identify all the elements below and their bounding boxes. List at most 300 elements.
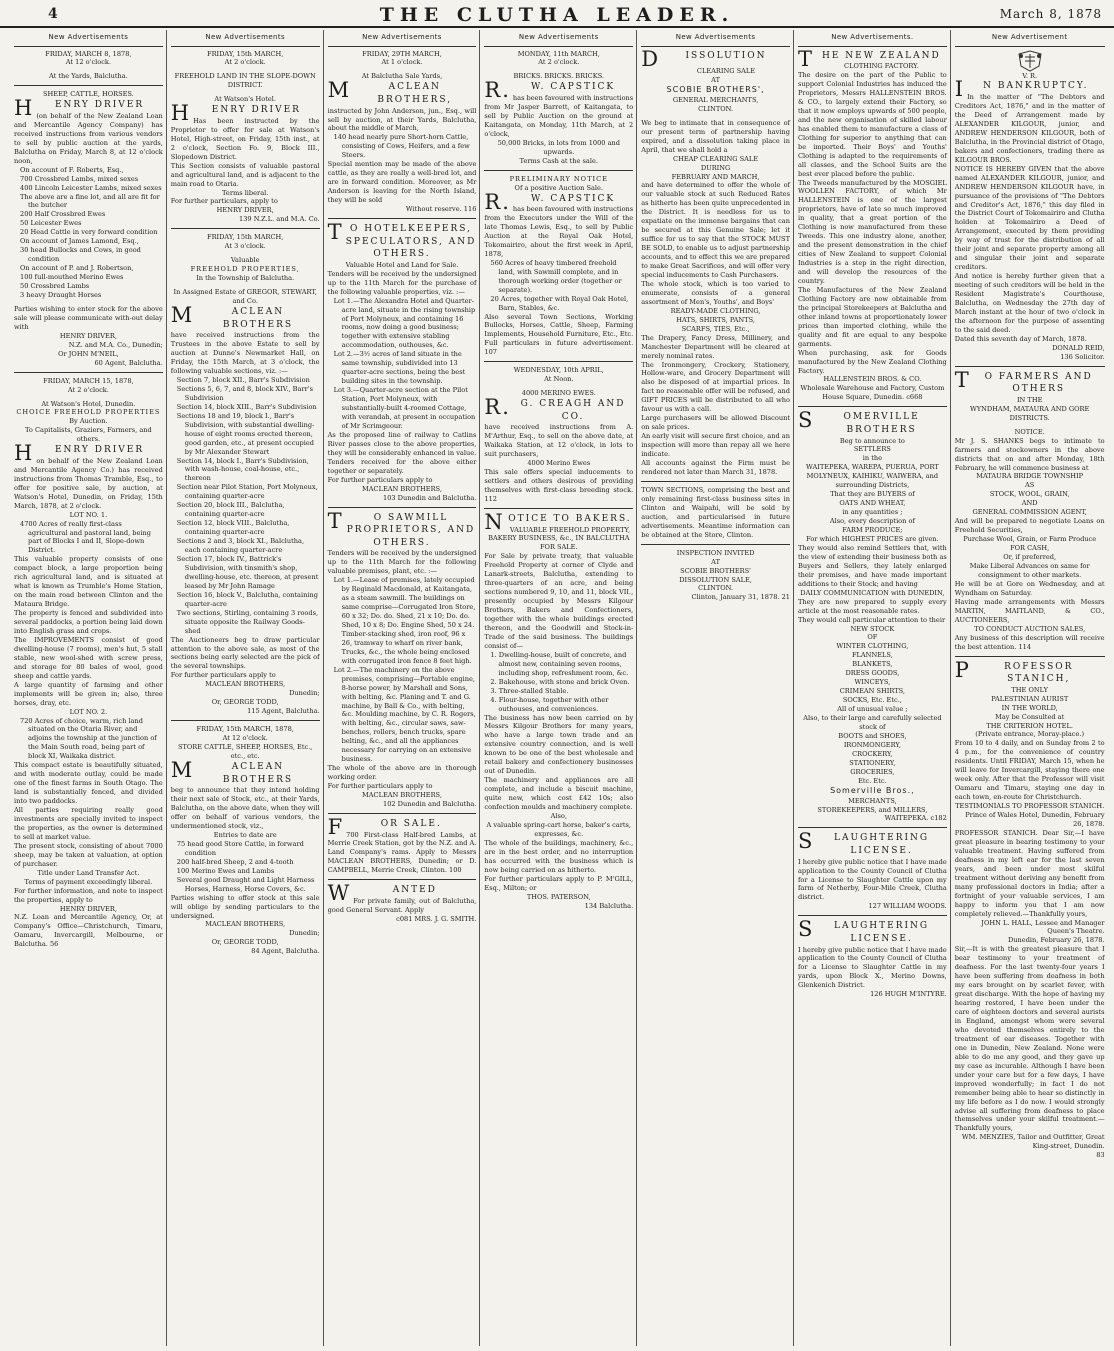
- ad-heading: FOR SALE.: [327, 814, 442, 839]
- ad-text: have received instructions from A. M'Arthur, Esq., to sell on the above date, at Waikaka Station, at 12 o'clock, in lots to suit purchasers,: [484, 423, 634, 459]
- newspaper-title: THE CLUTHA LEADER.: [379, 4, 735, 26]
- ad-text: FRIDAY, 29TH MARCH,: [362, 49, 442, 58]
- ad-text: 2. Bakehouse, with stone and brick Oven.: [490, 677, 630, 686]
- ad-text: NOTICE.: [1014, 427, 1045, 436]
- ad-text: For further particulars apply to: [170, 671, 276, 680]
- ad-text: VALUABLE FREEHOLD PROPERTY, BAKERY BUSINESS, &c., IN BALCLUTHA FOR SALE.: [488, 525, 631, 552]
- ad-text: Large purchasers will be allowed Discount on sale prices.: [641, 414, 790, 432]
- ad-text: WM. MENZIES, Tailor and Outfitter, Great King-street, Dunedin.: [961, 1133, 1105, 1151]
- ad-text: Section 12, block VIII., Balclutha, containing quarter-acre: [176, 519, 290, 537]
- divider: [484, 508, 633, 509]
- ad-text: 60 Agent, Balclutha.: [94, 358, 163, 367]
- ad-text: Section 16, block V., Balclutha, containing quarter-acre: [176, 590, 318, 608]
- ad-text: Special mention may be made of the above cattle, as they are really a well-bred lot, and are in forward condition. Moreover, as Mr Anderson is leaving for the North Island, they will be sold: [327, 160, 477, 205]
- ad-text: HENRY DRIVER,: [59, 331, 117, 340]
- ad-text: INSPECTION INVITED: [676, 548, 755, 557]
- ad-text: SCOBIE BROTHERS': [680, 566, 751, 575]
- divider: [641, 544, 790, 545]
- ad-text: FRIDAY, 15th MARCH,: [207, 49, 284, 58]
- ad-text: Prince of Wales Hotel, Dunedin, February 26, 1878.: [965, 811, 1105, 829]
- masthead: [0, 0, 1114, 28]
- divider: [14, 372, 163, 373]
- ad-text: Beg to announce to: [839, 436, 905, 445]
- ad-text: At Balclutha Sale Yards,: [361, 72, 443, 81]
- ad-text: Lot 3.—Quarter-acre section at the Pilot Station, Port Molyneux, with substantially-built 4-roomed Cottage, with verandah, at present in occupation of Mr Scrimgeour.: [333, 386, 476, 430]
- ad-text: And will be prepared to negotiate Loans on Freehold Securities,: [954, 517, 1105, 535]
- ad-text: AS: [1025, 481, 1035, 490]
- ad-text: has been favoured with instructions from the Executors under the Will of the late Thomas Lewis, Esq., to sell by Public Auction at the Royal Oak Hotel, Tokomairiro, about the first week in April, 1878,: [484, 205, 634, 258]
- ad-text: STATIONERY,: [849, 758, 896, 767]
- royal-crest-icon: [1016, 50, 1044, 72]
- ad-text: We beg to intimate that in consequence of our present term of partnership having expired, and a dissolution taking place in April, that we shall hold a: [641, 118, 790, 154]
- ad-text: WYNDHAM, MATAURA AND GORE DISTRICTS.: [970, 404, 1090, 422]
- ad-heading: R.W. CAPSTICK: [484, 189, 616, 214]
- ad-text: FRIDAY, 15th MARCH,: [207, 233, 284, 242]
- ad-text: At 2 o'clock.: [538, 58, 580, 67]
- ad-text: Tenders will be received by the undersigned up to the 11th March for the following valuable premises, plant, etc. :—: [327, 549, 477, 576]
- ad-text: IN THE WORLD,: [1001, 703, 1058, 712]
- ad-text: 50 Crossbred Lambs: [20, 282, 90, 291]
- divider: [171, 720, 320, 721]
- column-2: [167, 30, 324, 1346]
- ad-text: DURING: [700, 163, 731, 172]
- ad-text: The IMPROVEMENTS consist of good dwelling-house (7 rooms), men's hut, 5 stall stable, new wool-shed with screw press, and storage for 80 bales of wool, good sheep and cattle yards.: [14, 635, 163, 680]
- column-4: [480, 30, 637, 1346]
- ad-text: NEW STOCK: [850, 624, 895, 633]
- ad-text: HALLENSTEIN BROS. & CO.: [823, 375, 922, 384]
- ad-text: 20 Head Cattle in very forward condition: [20, 228, 158, 237]
- ad-text: For further information, and note to inspect the properties, apply to: [14, 886, 163, 904]
- ad-text: FEBRUARY AND MARCH,: [671, 172, 760, 181]
- ad-text: MATAURA BRIDGE TOWNSHIP: [976, 472, 1084, 481]
- divider: [484, 361, 633, 362]
- ad-text: FREEHOLD PROPERTIES,: [190, 265, 300, 274]
- ad-text: SHEEP, CATTLE, HORSES.: [43, 90, 134, 99]
- ad-text: CLINTON.: [698, 104, 734, 113]
- ad-text: 50 Leicester Ewes: [20, 219, 82, 228]
- ad-text: AT: [711, 557, 720, 566]
- ad-text: GENERAL MERCHANTS,: [672, 95, 759, 104]
- ad-text: In Assigned Estate of GREGOR, STEWART, and Co.: [173, 288, 317, 306]
- ad-text: 200 half-bred Sheep, 2 and 4-tooth: [176, 857, 294, 866]
- divider: [641, 481, 790, 482]
- ad-text: 720 Acres of choice, warm, rich land situated on the Otaria River, and adjoins the township at the junction of the Main South road, being part of block XI, Waikaka district.: [20, 716, 157, 761]
- ad-text: This valuable property consists of one compact block, a large proportion being rich agricultural land, and is situated at what is known as Trumble's Home Station, on the main road between Clinton and the Mataura Bridge.: [14, 555, 163, 609]
- ad-heading: MACLEAN BROTHERS: [170, 757, 294, 785]
- ad-text: 700 Crossbred Lambs, mixed sexes: [20, 174, 139, 183]
- ad-text: At Noon.: [544, 375, 574, 384]
- ad-text: MERCHANTS,: [848, 796, 897, 805]
- ad-text: A large quantity of farming and other implements will be given in; also, three horses, dray, etc.: [14, 680, 163, 707]
- ad-text: Dunedin;: [289, 929, 320, 938]
- ad-text: 200 Half Crossbred Ewes: [20, 210, 106, 219]
- ad-text: 115 Agent, Balclutha.: [247, 707, 320, 716]
- ad-text: MONDAY, 11th MARCH,: [517, 49, 600, 58]
- ad-text: This sale offers special inducements to settlers and others desirous of providing themselves with first-class breeding stock. 112: [484, 468, 634, 503]
- ad-text: Having made arrangements with Messrs MARTIN, MAITLAND, & CO., AUCTIONEERS,: [954, 597, 1105, 624]
- column-heading: New Advertisements.: [798, 32, 947, 47]
- page-number: 4: [48, 6, 58, 22]
- ad-text: Also,: [550, 812, 567, 821]
- ad-text: 140 head nearly pure Short-horn Cattle, consisting of Cows, Heifers, and a few Steers.: [333, 133, 470, 160]
- ad-text: FARM PRODUCE;: [842, 526, 903, 535]
- ad-text: NOTICE IS HEREBY GIVEN that the above named ALEXANDER KILGOUR, junior, and ANDREW HENDERSON KILGOUR have, in pursuance of the provisions of "The Debtors and Creditor's Act, 1876," this day filed in the District Court of Tokomairiro and Clutha holden at Tokomairiro a Deed of Arrangement, executed by them providing by way of trust for the distribution of all their joint and separate property among all and singular their joint and separate creditors.: [954, 164, 1105, 272]
- ad-text: 139 N.Z.L. and M.A. Co.: [239, 215, 320, 224]
- ad-text: Valuable: [230, 256, 260, 265]
- ad-text: beg to announce that they intend holding their next sale of Stock, etc., at their Yards, Balclutha, on the above date, when they will offer on behalf of various vendors, the undermentioned stock, viz.,: [170, 786, 320, 830]
- ad-text: Tenders received for the above either together or separately.: [327, 457, 477, 475]
- ad-text: IRONMONGERY,: [843, 740, 901, 749]
- column-heading: New Advertisement: [955, 32, 1105, 47]
- ad-text: WINTER CLOTHING,: [836, 642, 909, 651]
- ad-text: At 3 o'clock.: [224, 242, 266, 251]
- ad-text: At 12 o'clock.: [222, 734, 268, 743]
- ad-text: STOCK, WOOL, GRAIN,: [989, 490, 1070, 499]
- ad-text: OATS AND WHEAT,: [839, 499, 906, 508]
- ad-text: They would also remind Settlers that, with the view of extending their business both as Buyers and Sellers, they lately enlarged their premises, and have made important additions to their Stock; and having: [797, 543, 947, 588]
- ad-text: On account of James Lamond, Esq.,: [20, 237, 139, 246]
- column-heading: New Advertisements: [328, 32, 477, 47]
- ad-text: BRICKS. BRICKS. BRICKS.: [513, 72, 605, 81]
- ad-text: V. R.: [1022, 71, 1038, 80]
- ad-heading: IN BANKRUPTCY.: [954, 77, 1089, 102]
- ad-text: At Watson's Hotel, Dunedin.: [41, 399, 136, 408]
- ad-text: CROCKERY,: [852, 749, 893, 758]
- ad-text: Lot 1.—The Alexandra Hotel and Quarter-acre land, situate in the rising township of Port Molyneux, and containing 16 rooms, now doing a good business; together with extensive stabling accommodation, outhouses, &c.: [333, 296, 476, 350]
- ad-text: A valuable spring-cart horse, baker's carts, expresses, &c.: [486, 820, 632, 838]
- ad-text: on behalf of the New Zealand Loan and Mercantile Agency Co.) has received instructions from Thomas Tramble, Esq., to offer for positive sale, by auction, at Watson's Hotel, Dunedin, on Friday, 15th March, 1878, at 2 o'clock.: [14, 456, 163, 510]
- ad-heading: DISSOLUTION: [641, 46, 767, 71]
- ad-text: in the: [862, 454, 883, 463]
- ad-text: The Ironmongery, Crockery, Stationery, Hollow-ware, and Grocery Department will also be disposed of at impartial prices. In fact no reasonable offer will be refused, and GIFT PRICES will be distributed to all who favour us with a call.: [641, 360, 790, 414]
- ad-text: In the matter of "The Debtors and Creditors Act, 1876," and in the matter of the Deed of Arrangement made by ALEXANDER KILGOUR, junior, and ANDREW HENDERSON KILGOUR, both of Balclutha, in the Provincial district of Otago, bakers and confectioners, trading there as KILGOUR BROS.: [954, 93, 1105, 164]
- ad-text: As the proposed line of railway to Catlins River passes close to the above properties, they will be considerably enhanced in value.: [327, 430, 477, 457]
- column-heading: New Advertisements: [484, 32, 633, 47]
- ad-text: CRIMEAN SHIRTS,: [839, 687, 906, 696]
- ad-text: Of a positive Auction Sale.: [514, 183, 604, 192]
- divider: [328, 218, 477, 219]
- ad-text: Valuable Hotel and Land for Sale.: [345, 260, 459, 269]
- ad-text: FRIDAY, 15th MARCH, 1878,: [196, 725, 294, 734]
- ad-text: 3. Three-stalled Stable.: [490, 686, 569, 695]
- ad-heading: MACLEAN BROTHERS: [170, 302, 294, 330]
- ad-text: in any quantities ;: [842, 508, 903, 517]
- ad-text: DRESS GOODS,: [845, 669, 900, 678]
- ad-text: 136 Solicitor.: [1060, 352, 1105, 361]
- ad-heading: SOMERVILLE BROTHERS: [797, 408, 920, 435]
- divider: [798, 915, 947, 916]
- ad-text: They are now prepared to supply every article at the most reasonable rates.: [797, 597, 947, 615]
- ad-text: Section 7, block XII., Barr's Subdivision: [176, 375, 310, 384]
- ad-heading: SLAUGHTERING LICENSE.: [797, 917, 930, 944]
- ad-text: 4. Flour-house, together with other outhouses, and conveniences.: [490, 695, 609, 713]
- ad-text: SCARFS, TIES, Etc.,: [681, 324, 750, 333]
- ad-text: DISSOLUTION SALE,: [679, 575, 752, 584]
- ad-text: Terms Cash at the sale.: [519, 156, 598, 165]
- ad-heading: WANTED: [327, 881, 437, 906]
- ad-text: 84 Agent, Balclutha.: [251, 947, 320, 956]
- ad-text: SOCKS, Etc. Etc.,: [842, 696, 902, 705]
- ad-text: The desire on the part of the Public to support Colonial Industries has induced the Proprietors, Messrs HALLENSTEIN BROS. & CO., to largely extend their Factory, so that it now employs upwards of 500 people, and the new organisation of skilled labour has enabled them to manufacture a class of Clothing for superior to anything that can be imported. Their Boys' and Youths' Clothing is adapted to the requirements of all classes, and the School Suits are the best ever placed before the public.: [797, 71, 947, 178]
- ad-text: Parties wishing to enter stock for the above sale will please communicate with-out delay with: [14, 304, 163, 331]
- ad-text: Any business of this description will receive the best attention. 114: [954, 633, 1105, 651]
- ad-text: Without reserve. 116: [405, 205, 477, 214]
- ad-heading: R.W. CAPSTICK: [484, 78, 616, 103]
- column-3: [324, 30, 481, 1346]
- ad-text: OF: [867, 633, 878, 642]
- ad-text: MACLEAN BROTHERS,: [362, 484, 442, 493]
- ad-text: HATS, SHIRTS, PANTS,: [676, 315, 755, 324]
- ad-text: At the Yards, Balclutha.: [48, 72, 128, 81]
- ad-text: CLOTHING FACTORY.: [844, 62, 919, 71]
- ad-heading: PROFESSOR STANICH,: [954, 657, 1074, 685]
- ad-text: TESTIMONIALS TO PROFESSOR STANICH.: [955, 802, 1105, 811]
- ad-text: Tenders will be received by the undersigned up to the 11th March for the purchase of the following valuable properties, viz. :—: [327, 269, 477, 296]
- ad-text: This compact estate is beautifully situated, and with moderate outlay, could be made one of the finest farms in South Otago. The land is substantially fenced, and divided into two paddocks.: [14, 761, 163, 806]
- ad-text: Dunedin;: [289, 689, 320, 698]
- divider: [328, 813, 477, 814]
- ad-text: By Auction.: [69, 417, 108, 426]
- ad-text: For Sale by private treaty, that valuable Freehold Property at corner of Clyde and Lanark-streets, Balclutha, extending to three-quarters of an acre, and being sections numbered 9, 10, and 11, block VII., presently occupied by Messrs Kilgour Brothers, Bakers and Confectioners, together with the whole buildings erected thereon, and the Goodwill and Stock-in-Trade of the said business. The buildings consist of—: [484, 552, 634, 650]
- ad-text: and have determined to offer the whole of our valuable stock at such Reduced Rates as hitherto has been quite unprecedented in the District. It is needless for us to expatiate on the immense bargains that can be secured at this Genuine Sale; let it suffice for us to say that the STOCK MUST BE SOLD, to enable us to adjust partnership accounts, and to effect this we are prepared to make Great Sacrifices, and will offer very special inducements to Cash Purchasers.: [641, 181, 790, 279]
- column-1: [10, 30, 167, 1346]
- column-6: [794, 30, 951, 1346]
- ad-text: Or, GEORGE TODD,: [211, 938, 279, 947]
- ad-text: Also, every description of: [829, 517, 915, 526]
- ad-text: Title under Land Transfer Act.: [37, 868, 140, 877]
- ad-text: May be Consulted at: [995, 712, 1065, 721]
- ad-text: THOS. PATERSON,: [526, 892, 591, 901]
- ad-text: 126 HUGH M'INTYRE.: [870, 990, 947, 999]
- ad-text: READY-MADE CLOTHING,: [670, 306, 761, 315]
- ad-text: AT: [711, 76, 720, 85]
- divider: [171, 228, 320, 229]
- ad-text: N.Z. and M.A. Co., Dunedin;: [68, 340, 163, 349]
- ad-text: WAITEPEKA. c182: [884, 814, 947, 823]
- ad-text: Entries to date are: [213, 830, 277, 839]
- ad-text: This Section consists of valuable pastoral and agricultural land, and is adjacent to the main road to Otaria.: [170, 161, 320, 188]
- ad-text: PRELIMINARY NOTICE: [509, 174, 608, 183]
- ad-text: The whole of the buildings, machinery, &c., are in the best order, and no interruption has occurred with the business which is now being carried on as hitherto.: [484, 838, 634, 874]
- ad-text: HENRY DRIVER,: [59, 904, 117, 913]
- ad-text: Full particulars in future advertisement. 107: [484, 339, 634, 357]
- divider: [798, 827, 947, 828]
- ad-text: And notice is hereby further given that a meeting of such creditors will be held in the Resident Magistrate's Courthouse, Balclutha, on Wednesday the 27th day of March instant at the hour of two o'clock in the afternoon for the purpose of assenting to the said deed.: [954, 272, 1105, 334]
- ad-text: Lot 2.—3½ acres of land situate in the same township, subdivided into 13 quarter-acre sections, being the best building sites in the township.: [333, 350, 466, 386]
- ad-text: The whole of the above are in thorough working order.: [327, 764, 477, 782]
- ad-text: FRIDAY, MARCH 8, 1878,: [45, 49, 132, 58]
- ad-text: instructed by John Anderson, jun., Esq., will sell by auction, at their Yards, Balclutha, about the middle of March,: [327, 106, 477, 133]
- ad-text: CLINTON.: [698, 584, 734, 593]
- ad-text: Also, to their large and carefully selected stock of: [803, 714, 942, 732]
- ad-text: 102 Dunedin and Balclutha.: [383, 799, 477, 808]
- ad-heading: SLAUGHTERING LICENSE.: [797, 829, 930, 857]
- ad-text: (on behalf of the New Zealand Loan and Mercantile Agency Company) has received instructions from various vendors to sell by public auction at the yards, Balclutha on Friday, March 8, at 12 o'clock noon,: [14, 111, 163, 165]
- ad-text: DONALD REID,: [1052, 343, 1105, 352]
- ad-text: 3 heavy Draught Horses: [20, 290, 102, 299]
- divider: [955, 366, 1105, 367]
- ad-text: At 2 o'clock.: [224, 58, 266, 67]
- ad-text: Sections 2 and 3, block XI., Balclutha, each containing quarter-acre: [176, 537, 305, 555]
- ad-text: 127 WILLIAM WOODS.: [868, 902, 947, 911]
- ad-text: Wholesale Warehouse and Factory, Custom House Square, Dunedin. c668: [800, 384, 945, 402]
- ad-text: 50,000 Bricks, in lots from 1000 and upwards.: [497, 138, 620, 156]
- ad-text: 4000 MERINO EWES.: [521, 389, 596, 398]
- ad-text: 30 head Bullocks and Cows, in good condition: [20, 246, 141, 264]
- ad-text: 103 Dunedin and Balclutha.: [383, 493, 477, 502]
- ad-text: Section 20, block III., Balclutha, containing quarter-acre: [176, 501, 285, 519]
- ad-text: PALESTINIAN AURIST: [991, 694, 1069, 703]
- ad-text: 83: [1096, 1151, 1105, 1160]
- ad-text: c081 MRS. J. G. SMITH.: [396, 914, 477, 923]
- ad-text: Clinton, January 31, 1878. 21: [691, 593, 790, 602]
- ad-text: BOOTS and SHOES,: [838, 731, 907, 740]
- ad-text: 700 First-class Half-bred Lambs, at Merrie Creek Station, got by the N.Z. and A. Land Company's rams. Apply to Messrs MACLEAN BROTHERS, Dunedin; or D. CAMPBELL, Merrie Creek, Clinton. 100: [327, 830, 477, 875]
- ad-text: 75 head good Store Cattle, in forward condition: [176, 839, 304, 857]
- ad-text: In the Township of Balclutha.: [196, 274, 295, 283]
- ad-text: Purchase Wool, Grain, or Farm Produce: [963, 535, 1097, 544]
- ad-heading: THE NEW ZEALAND: [797, 46, 941, 71]
- ad-text: The business has now been carried on by Messrs Kilgour Brothers for many years, who have a large town trade and an extensive country connection, and is well known to be one of the best wholesale and retail bakery and confectionery businesses out of Dunedin.: [484, 713, 634, 776]
- ad-text: LOT NO. 1.: [69, 510, 108, 519]
- ad-heading: MACLEAN BROTHERS,: [327, 78, 453, 105]
- ad-text: For further particulars apply to: [327, 475, 433, 484]
- ad-text: Lot 2.—The machinery on the above premises, comprising—Portable engine, 8-horse power, by Marshall and Sons, with belting, &c. Planing and T. and G. machine, by Ball & Co., with belting, &c. Moulding machine, by C. R. Rogers, with belting, &c., circular saws, saw-benches, rollers, bench trucks, spare belting, &c., and all the appliances necessary for carrying on an extensive business.: [333, 665, 476, 764]
- divider: [484, 170, 633, 171]
- ad-text: Or, if preferred,: [1003, 553, 1057, 562]
- ad-text: STORE CATTLE, SHEEP, HORSES, Etc., etc., etc.: [177, 743, 313, 761]
- ad-text: LOT NO. 2.: [69, 707, 108, 716]
- ad-text: Dated this seventh day of March, 1878.: [954, 334, 1087, 343]
- ad-text: has been favoured with instructions from Mr Jasper Barrett, of Kaitangata, to sell by Public Auction on the ground at Kaitangata, on Monday, 11th March, at 2 o'clock,: [484, 93, 634, 138]
- ad-text: Sections 5, 6, 7, and 8, block XIV., Barr's Subdivision: [176, 384, 313, 402]
- ad-text: The present stock, consisting of about 7000 sheep, may be taken at valuation, at option of purchaser.: [14, 841, 163, 868]
- ad-text: He will be at Gore on Wednesday, and at Wyndham on Saturday.: [954, 579, 1105, 597]
- ad-text: At 1 o'clock.: [381, 58, 423, 67]
- ad-text: N.Z. Loan and Mercantile Agency, Or, at Company's Office—Christchurch, Timaru, Oamaru, Invercargill, Melbourne, or Balclutha. 56: [14, 913, 163, 949]
- ad-text: 100 Merino Ewes and Lambs: [176, 866, 275, 875]
- ad-text: GROCERIES,: [850, 767, 895, 776]
- column-5: [637, 30, 794, 1346]
- ad-text: FLANNELS,: [851, 651, 893, 660]
- ad-text: At Watson's Hotel.: [214, 95, 276, 104]
- ad-text: Terms liberal.: [222, 188, 269, 197]
- ad-text: At 2 o'clock.: [67, 385, 109, 394]
- ad-text: CLEARING SALE: [696, 67, 756, 76]
- ad-text: The Manufactures of the New Zealand Clothing Factory are now obtainable from the principal Storekeepers at Balclutha and other inland towns at proportionately lower prices than imported clothing, while the quality and fit are equal to any bespoke garments.: [797, 285, 947, 348]
- ad-text: The property is fenced and subdivided into several paddocks, a portion being laid down into English grass and crops.: [14, 609, 163, 635]
- ad-text: The whole stock, which is too varied to enumerate, consists of a general assortment of Men's, Youths', and Boys': [641, 279, 790, 306]
- ad-text: 400 Lincoln Leicester Lambs, mixed sexes: [20, 183, 162, 192]
- ad-text: Somerville Bros.,: [830, 785, 915, 795]
- ad-text: Section 14, block I., Barr's Subdivision, with wash-house, coal-house, etc., thereon: [176, 456, 309, 483]
- divider: [14, 85, 163, 86]
- ad-text: Section near Pilot Station, Port Molyneux, containing quarter-acre: [176, 483, 318, 501]
- ad-heading: R.G. CREAGH AND CO.: [484, 395, 626, 422]
- ad-text: Make Liberal Advances on same for consignment to other markets.: [969, 562, 1090, 579]
- ad-text: The machinery and appliances are all complete, and include a biscuit machine, quite new, which cost £42 10s; also confection moulds and machinery complete.: [484, 776, 634, 812]
- column-heading: New Advertisements: [171, 32, 320, 47]
- ad-text: Terms of payment exceedingly liberal.: [24, 877, 153, 886]
- ad-text: For further particulars apply to: [327, 782, 433, 791]
- ad-text: Or, GEORGE TODD,: [211, 698, 279, 707]
- ad-heading: TO SAWMILL PROPRIETORS, AND OTHERS.: [327, 508, 476, 548]
- ad-text: 1. Dwelling-house, built of concrete, and almost new, containing seven rooms, including shop, refreshment room, &c.: [490, 650, 629, 677]
- advertisement-columns: [10, 30, 1108, 1346]
- ad-text: STOREKEEPERS, and MILLERS,: [817, 805, 928, 814]
- ad-text: SETTLERS: [853, 445, 891, 454]
- ad-text: PROFESSOR STANICH. Dear Sir,—I have great pleasure in bearing testimony to your valuable treatment. Having suffered from deafness in my left ear for the last seven years, and been under most skilful treatment without deriving any benefit from many professional doctors in India; after a fortnight of your valuable services, I am happy to inform you that I am now completely relieved.—Thankfully yours,: [954, 828, 1105, 918]
- ad-text: All parties requiring really good investments are specially invited to inspect the properties, as the owner is determined to sell at market value.: [14, 806, 163, 841]
- divider: [328, 507, 477, 508]
- ad-text: 4700 Acres of really first-class agricultural and pastoral land, being part of Blocks I and II, Slope-down District.: [20, 519, 151, 555]
- ad-text: The Auctioneers beg to draw particular attention to the above sale, as most of the sections being early selected are the pick of the several townships.: [170, 635, 320, 671]
- ad-text: (Private entrance, Moray-place.): [975, 730, 1085, 739]
- issue-date: March 8, 1878: [999, 7, 1102, 21]
- ad-text: BLANKETS,: [852, 660, 893, 669]
- ad-text: 560 Acres of heavy timbered freehold land, with Sawmill complete, and in thorough working order (together or separate).: [490, 258, 622, 294]
- ad-text: They would call particular attention to their: [797, 615, 946, 624]
- ad-text: TOWN SECTIONS, comprising the best and only remaining first-class business sites in Clinton and Waipahi, will be sold by auction, and particularised in future advertisements. Meantime information can be obtained at the Store, Clinton.: [641, 485, 790, 539]
- ad-text: JOHN L. HALL, Lessee and Manager Queen's Theatre.: [981, 918, 1105, 936]
- ad-text: 4000 Merino Ewes: [527, 459, 591, 468]
- ad-text: GENERAL COMMISSION AGENT,: [972, 508, 1087, 517]
- divider: [798, 406, 947, 407]
- ad-text: Sections 18 and 19, block I., Barr's Subdivision, with substantial dwelling-house of eight rooms erected thereon, good garden, etc., at present occupied by Mr Alexander Stewart: [176, 411, 315, 456]
- ad-text: Lot 1.—Lease of premises, lately occupied by Reginald Macdonald, at Kaitangata, as a steam sawmill. The buildings on same comprise—Corrugated Iron Store, 60 x 32; Do. do. Shed, 21 x 10; Do. do. Shed, 10 x 8; Do. Engine Shed, 50 x 24. Timber-stacking shed, iron roof, 96 x 26, tramway to wharf on river bank, Trucks, &c., the whole being enclosed with corrugated iron fence 8 feet high.: [333, 576, 476, 665]
- ad-text: For further particulars apply to P. M'GILL, Esq., Milton; or: [484, 874, 634, 892]
- ad-text: Section 17, block IV., Battrick's Subdivision, with tinsmith's shop, dwelling-house, etc. thereon, at present leased by Mr John Ramage: [176, 555, 319, 590]
- ad-text: Dunedin, February 26, 1878.: [1008, 936, 1105, 945]
- ad-text: FOR CASH,: [1010, 544, 1050, 553]
- ad-text: On account of P. and J. Robertson,: [20, 264, 134, 273]
- ad-heading: HENRY DRIVER: [170, 101, 301, 126]
- ad-text: WINCEYS,: [854, 678, 891, 687]
- ad-heading: HENRY DRIVER: [14, 441, 145, 466]
- ad-text: Several good Draught and Light Harness Horses, Harness, Horse Covers, &c.: [176, 875, 315, 893]
- ad-text: That they are BUYERS of: [830, 490, 915, 499]
- ad-text: The Tweeds manufactured by the MOSGIEL WOOLLEN FACTORY, of which Mr HALLENSTEIN is one of the largest proprietors, have of late so much improved in quality, that a great portion of the Clothing is now manufactured from these Tweeds. This one industry alone, another, and the present demonstration in the chief cities of New Zealand to support Colonial Industries is a step in the right direction, and will develop the resources of the country.: [797, 178, 947, 285]
- ad-heading: NOTICE TO BAKERS.: [484, 509, 632, 534]
- ad-text: THE CRITERION HOTEL.: [986, 721, 1073, 730]
- ad-text: On account of F. Roberts, Esq.,: [20, 165, 124, 174]
- ad-text: HENRY DRIVER,: [216, 206, 274, 215]
- ad-text: For further particulars, apply to: [170, 197, 278, 206]
- ad-text: Two sections, Stirling, containing 3 roods, situate opposite the Railway Goods-shed: [176, 608, 319, 635]
- ad-text: Sir,—It is with the greatest pleasure that I bear testimony to your treatment of deafness. For the last twenty-four years I have been suffering from deafness in both my ears brought on by scarlet fever, with great discharge. With the hope of having my hearing restored, I have been under the care of eighteen doctors and several aurists in England, amongst whom were several who devoted themselves entirely to the treatment of ear diseases. Together with one in Dunedin, New Zealand. None were able to do me any good, and they gave up my case as incurable. Although I have been under your care but for a few days, I have improved wonderfully; in fact I do not remember being able to hear so distinctly in my life before as I do now. I would strongly advise all suffering from deafness to place themselves under your skilful treatment.—Thankfully yours,: [954, 945, 1105, 1133]
- ad-text: 100 full-mouthed Merino Ewes: [20, 273, 124, 282]
- ad-text: Parties wishing to offer stock at this sale will oblige by sending particulars to the undersigned.: [170, 893, 320, 920]
- ad-text: Etc. Etc.: [858, 776, 887, 785]
- ad-text: Or JOHN M'NEIL,: [58, 349, 119, 358]
- ad-text: Also several Town Sections, Working Bullocks, Horses, Cattle, Sheep, Farming Implements, Household Furniture, Etc., Etc.: [484, 312, 634, 339]
- ad-text: SCOBIE BROTHERS',: [666, 85, 765, 95]
- ad-text: AND: [1021, 499, 1038, 508]
- divider: [955, 656, 1105, 657]
- ad-text: The above are a fine lot, and all are fit for the butcher: [20, 192, 160, 210]
- ad-text: From 10 to 4 daily, and on Sunday from 2 to 4 p.m., for the convenience of country residents. Until FRIDAY, March 15, when he will leave for Invercargill, staying there one week only. After that the Professor will visit Oamaru and Timaru, staying one day in each town, en-route for Christchurch.: [954, 739, 1105, 802]
- ad-text: I hereby give public notice that I have made application to the County Council of Clutha for a License to Slaughter Cattle upon my farm of Netherby, Four-Mile Creek, Clutha district.: [797, 857, 947, 902]
- ad-heading: HENRY DRIVER: [14, 96, 145, 121]
- ad-text: MACLEAN BROTHERS,: [205, 680, 286, 689]
- ad-text: CHOICE FREEHOLD PROPERTIES: [16, 408, 161, 417]
- ad-text: THE ONLY: [1011, 685, 1048, 694]
- ad-text: When purchasing, ask for Goods manufactured by the New Zealand Clothing Factory.: [797, 348, 947, 375]
- ad-text: 20 Acres, together with Royal Oak Hotel, Barn, Stables, &c.: [490, 294, 629, 312]
- ad-text: WEDNESDAY, 10th APRIL,: [513, 366, 604, 375]
- ad-text: CHEAP CLEARING SALE: [673, 154, 759, 163]
- ad-text: FREEHOLD LAND IN THE SLOPE-DOWN DISTRICT.: [174, 72, 316, 90]
